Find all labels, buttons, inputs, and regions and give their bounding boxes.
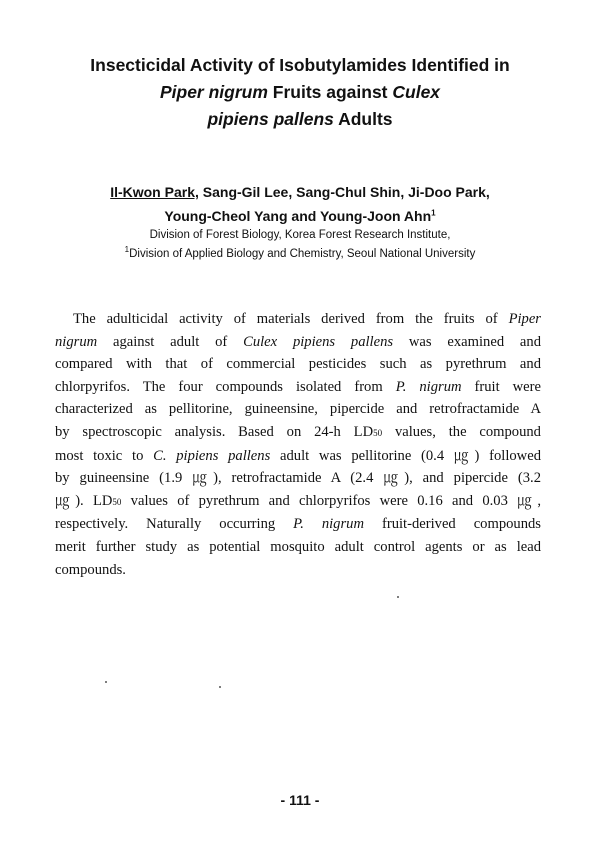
abstract-line: [55, 421, 541, 445]
text: chlorpyrifos. The four compounds isolated from: [55, 378, 396, 395]
first-author: Il-Kwon Park,: [110, 184, 199, 200]
abstract-line: [55, 490, 541, 514]
scan-speck: [397, 596, 399, 598]
text: most toxic to: [55, 447, 154, 464]
abstract: [55, 308, 541, 581]
abstract-line: by guineensine (1.9 ㎍), retrofractamide A (2.4 ㎍), and pipercide (3.2: [55, 470, 541, 487]
text: adult was pellitorine (0.4 ㎍) followed: [270, 447, 541, 464]
title-line-1: Insecticidal Activity of Isobutylamides Identified in: [90, 55, 510, 75]
text: values, the compound: [382, 423, 541, 440]
text: values of pyrethrum and chlorpyrifos were 0.16 and 0.03 ㎍,: [121, 492, 541, 509]
subscript: 50: [112, 496, 122, 507]
co-authors-1: Sang-Gil Lee, Sang-Chul Shin, Ji-Doo Park,: [198, 184, 490, 200]
species-name: Culex pipiens pallens: [243, 333, 394, 350]
text: respectively. Naturally occurring: [55, 516, 294, 533]
author-affil-mark: 1: [431, 208, 436, 218]
abstract-line: [55, 308, 541, 331]
title-line-3: [40, 106, 560, 133]
species-name: nigrum: [55, 333, 98, 350]
text: The adulticidal activity of materials derived from the fruits of: [73, 311, 509, 327]
author-list: [40, 180, 560, 228]
abstract-line: [55, 376, 541, 399]
abstract-line: [55, 331, 541, 354]
species-name: C. pipiens pallens: [153, 447, 271, 464]
paper-title: [40, 52, 560, 133]
subscript: 50: [373, 427, 383, 438]
abstract-line: compared with that of commercial pesticides such as pyrethrum and: [55, 356, 541, 373]
title-species-piper: Piper nigrum: [159, 82, 268, 102]
abstract-line: [55, 445, 541, 468]
abstract-line: merit further study as potential mosquito adult control agents or as lead: [55, 538, 541, 555]
scan-speck: [105, 681, 107, 683]
author-line-1: [40, 180, 560, 204]
abstract-line: compounds.: [55, 561, 126, 578]
title-text: Fruits against: [267, 82, 393, 102]
scan-speck: [219, 686, 221, 688]
species-name: Piper: [508, 311, 541, 327]
species-name: P. nigrum: [293, 516, 364, 533]
co-authors-2: Young-Cheol Yang and Young-Joon Ahn: [164, 208, 432, 224]
author-line-2: [40, 204, 560, 228]
affiliation-1: Division of Forest Biology, Korea Forest Research Institute,: [149, 229, 451, 241]
page-number: - 111 -: [280, 792, 320, 808]
affil-mark: 1: [124, 245, 130, 255]
title-text-adults: Adults: [333, 109, 393, 129]
title-line-2: [40, 79, 560, 106]
text: was examined and: [393, 333, 541, 350]
title-species-pipiens: pipiens pallens: [207, 109, 334, 129]
abstract-line: [55, 513, 541, 536]
text: against adult of: [97, 333, 244, 350]
affiliation-2-text: Division of Applied Biology and Chemistry, Seoul National University: [129, 248, 476, 260]
title-species-culex: Culex: [392, 82, 441, 102]
text: fruit-derived compounds: [364, 516, 541, 533]
text: by spectroscopic analysis. Based on 24-h LD: [55, 423, 374, 440]
abstract-line: characterized as pellitorine, guineensine, pipercide and retrofractamide A: [55, 401, 541, 418]
text: ㎍). LD: [55, 492, 113, 509]
affiliation-2: [40, 245, 560, 264]
text: fruit were: [461, 378, 542, 395]
affiliations: [40, 226, 560, 264]
species-name: P. nigrum: [395, 378, 462, 395]
